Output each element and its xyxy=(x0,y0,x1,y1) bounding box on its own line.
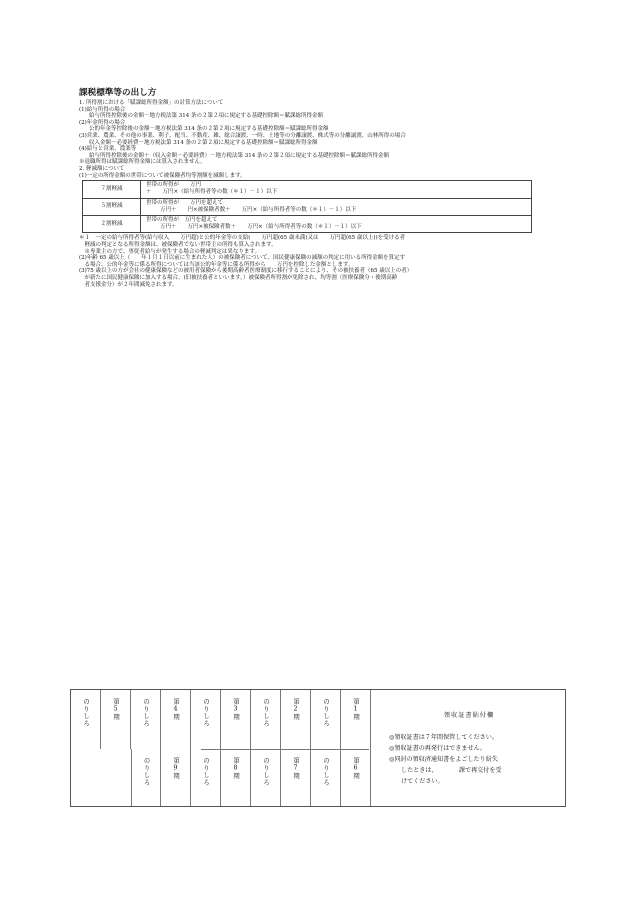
formula-line: 世帯の所得が 万円を超えて xyxy=(146,216,218,223)
period-label: 第7期 xyxy=(292,757,299,780)
paste-margin xyxy=(251,690,281,749)
receipt-note: けてください。 xyxy=(401,778,444,785)
period-label: 第5期 xyxy=(112,698,119,721)
paste-margin-label: のりしろ xyxy=(202,698,209,728)
tax-explanation xyxy=(79,86,559,288)
receipt-note: したときは、 課で再交付を受 xyxy=(401,767,502,774)
table-row xyxy=(83,198,532,215)
item-line: 公的年金等控除後の金額－地方税法第 314 条の２第２項に規定する基礎控除額＝賦課総所得金額 xyxy=(89,126,329,133)
retirement-note: ※退職所得は賦課総所得金額には算入されません。 xyxy=(79,159,206,166)
item-label: (4)給与と営業、農業等 xyxy=(79,146,137,153)
item-line: 収入金額－必要経費－地方税法第 314 条の２第２項に規定する基礎控除額＝賦課総所得金額 xyxy=(89,139,318,146)
period-label: 第3期 xyxy=(232,698,239,721)
note-line: が新たに国民健康保険に加入する場合、(旧被扶養者といいます。）被保険者所得割が免除され、均等割（医療保険分・後期高齢 xyxy=(79,274,398,281)
period-label: 第6期 xyxy=(352,757,359,780)
item-label: (2)年金所得の場合 xyxy=(79,119,126,126)
paste-margin-label: のりしろ xyxy=(322,757,329,787)
period-cell xyxy=(281,690,311,749)
reduction-label: ５割軽減 xyxy=(83,198,141,215)
receipt-title: 領収証書貼付欄 xyxy=(443,712,495,719)
period-cell xyxy=(161,690,191,749)
item-line: 給与所得控除後の金額＋（収入金額－必要経費）－地方税法第 314 条の２第２項に規定する基礎控除額＝賦課総所得金額 xyxy=(89,152,389,159)
formula-line: 世帯の所得が 万円 xyxy=(146,182,202,189)
item-label: (1)給与所得の場合 xyxy=(79,106,126,113)
paste-margin-label: のりしろ xyxy=(322,698,329,728)
note-line: (2)年齢 65 歳以上（ 年１月１日以前に生まれた人）の被保険者について、国民健康保険の減額の判定に用いる所得金額を算定す xyxy=(79,255,406,262)
section-2-title: 2. 軽減額について xyxy=(79,165,125,172)
section-2-sub: (1)一定の所得金額の世帯について被保険者均等割額を減額します。 xyxy=(79,172,246,179)
period-cell xyxy=(161,749,191,806)
period-label: 第4期 xyxy=(172,698,179,721)
note-line: る場合、公的年金等に係る所得については当該公的年金等に係る所得から 万円を控除した金額とします。 xyxy=(79,261,354,268)
reduction-formula xyxy=(141,198,532,215)
item-line: 給与所得控除後の金額－地方税法第 314 条の２第２項に規定する基礎控除額＝賦課総所得金額 xyxy=(89,113,323,120)
paste-margin xyxy=(311,749,341,806)
formula-line: 世帯の所得が 万円を超えて xyxy=(146,199,224,206)
paste-margin-label: のりしろ xyxy=(142,757,150,787)
receipt-note: ◎同封の領収済通知書をよごしたり紛失 xyxy=(389,756,498,763)
paste-margin xyxy=(131,690,161,749)
table-row xyxy=(83,215,532,232)
paste-margin xyxy=(131,749,161,806)
note-line: 軽減の判定となる所得金額は、被保険者でない世帯主の所得も算入されます。 xyxy=(79,241,277,248)
period-cell xyxy=(221,690,251,749)
receipt-note: ◎領収証書は７年間保管してください。 xyxy=(389,734,498,741)
notes xyxy=(79,235,559,288)
reduction-label: ７割軽減 xyxy=(83,181,141,198)
formula-line: ＋ 万円×（給与所得者等の数（＊１）－１）以下 xyxy=(146,189,278,196)
period-cell xyxy=(341,690,371,749)
period-label: 第9期 xyxy=(172,757,179,780)
period-cell xyxy=(281,749,311,806)
reduction-formula xyxy=(141,181,532,198)
formula-line: 万円＋ 円×被保険者数＋ 万円×（給与所得者等の数（＊１）－１）以下 xyxy=(160,206,357,213)
paste-margin-label: のりしろ xyxy=(82,698,89,728)
reduction-label: ２割軽減 xyxy=(83,215,141,232)
item-label: (3)営業、農業、その他の事業、利子、配当、不動産、雑、総合譲渡、一時、土地等の分離譲渡、株式等の分離譲渡、山林所得の場合 xyxy=(79,132,406,139)
period-label: 第1期 xyxy=(352,698,359,721)
period-label: 第2期 xyxy=(292,698,299,721)
period-cell xyxy=(101,690,131,749)
section-1-title: 1. 所得割における「賦課総所得金額」の計算方法について xyxy=(79,100,224,106)
paste-margin xyxy=(71,690,101,749)
reduction-formula xyxy=(141,215,532,232)
paste-margin-label: のりしろ xyxy=(262,698,269,728)
page-title: 課税標準等の出し方 xyxy=(79,88,157,98)
receipt-area xyxy=(371,690,567,808)
paste-margin xyxy=(251,749,281,806)
formula-line: 万円＋ 万円×被保険者数＋ 万円×（給与所得者等の数（＊１）－１）以下 xyxy=(160,224,362,231)
note-line: ＊１ 一定の給与所得者等(給与収入 万円超)と公的年金等の支給( 万円超(65 歳未満)又は 万円超(65 歳以上))を受ける者 xyxy=(79,235,406,242)
table-row xyxy=(83,181,532,198)
paste-margin-label: のりしろ xyxy=(202,757,209,787)
receipt-note: ◎領収証書の再発行はできません。 xyxy=(389,745,487,752)
period-cell xyxy=(341,749,371,806)
paste-margin xyxy=(311,690,341,749)
receipt-stub xyxy=(70,689,566,807)
paste-margin xyxy=(191,749,221,806)
note-line: ※専業主の方で、専従者給与が発生する場合の軽減判定は異なります。 xyxy=(79,248,260,255)
period-cell xyxy=(221,749,251,806)
reduction-table xyxy=(82,180,532,233)
note-line: 者支援金分）が２年間減免されます。 xyxy=(79,281,178,288)
paste-margin xyxy=(191,690,221,749)
note-line: (3)75 歳以上の方が会社の健康保険などの被用者保険から後期高齢者医療制度に移行することにより、その被扶養者（65 歳以上の者） xyxy=(79,268,413,275)
paste-margin-label: のりしろ xyxy=(262,757,269,787)
period-label: 第8期 xyxy=(232,757,239,780)
paste-margin-label: のりしろ xyxy=(142,698,149,728)
